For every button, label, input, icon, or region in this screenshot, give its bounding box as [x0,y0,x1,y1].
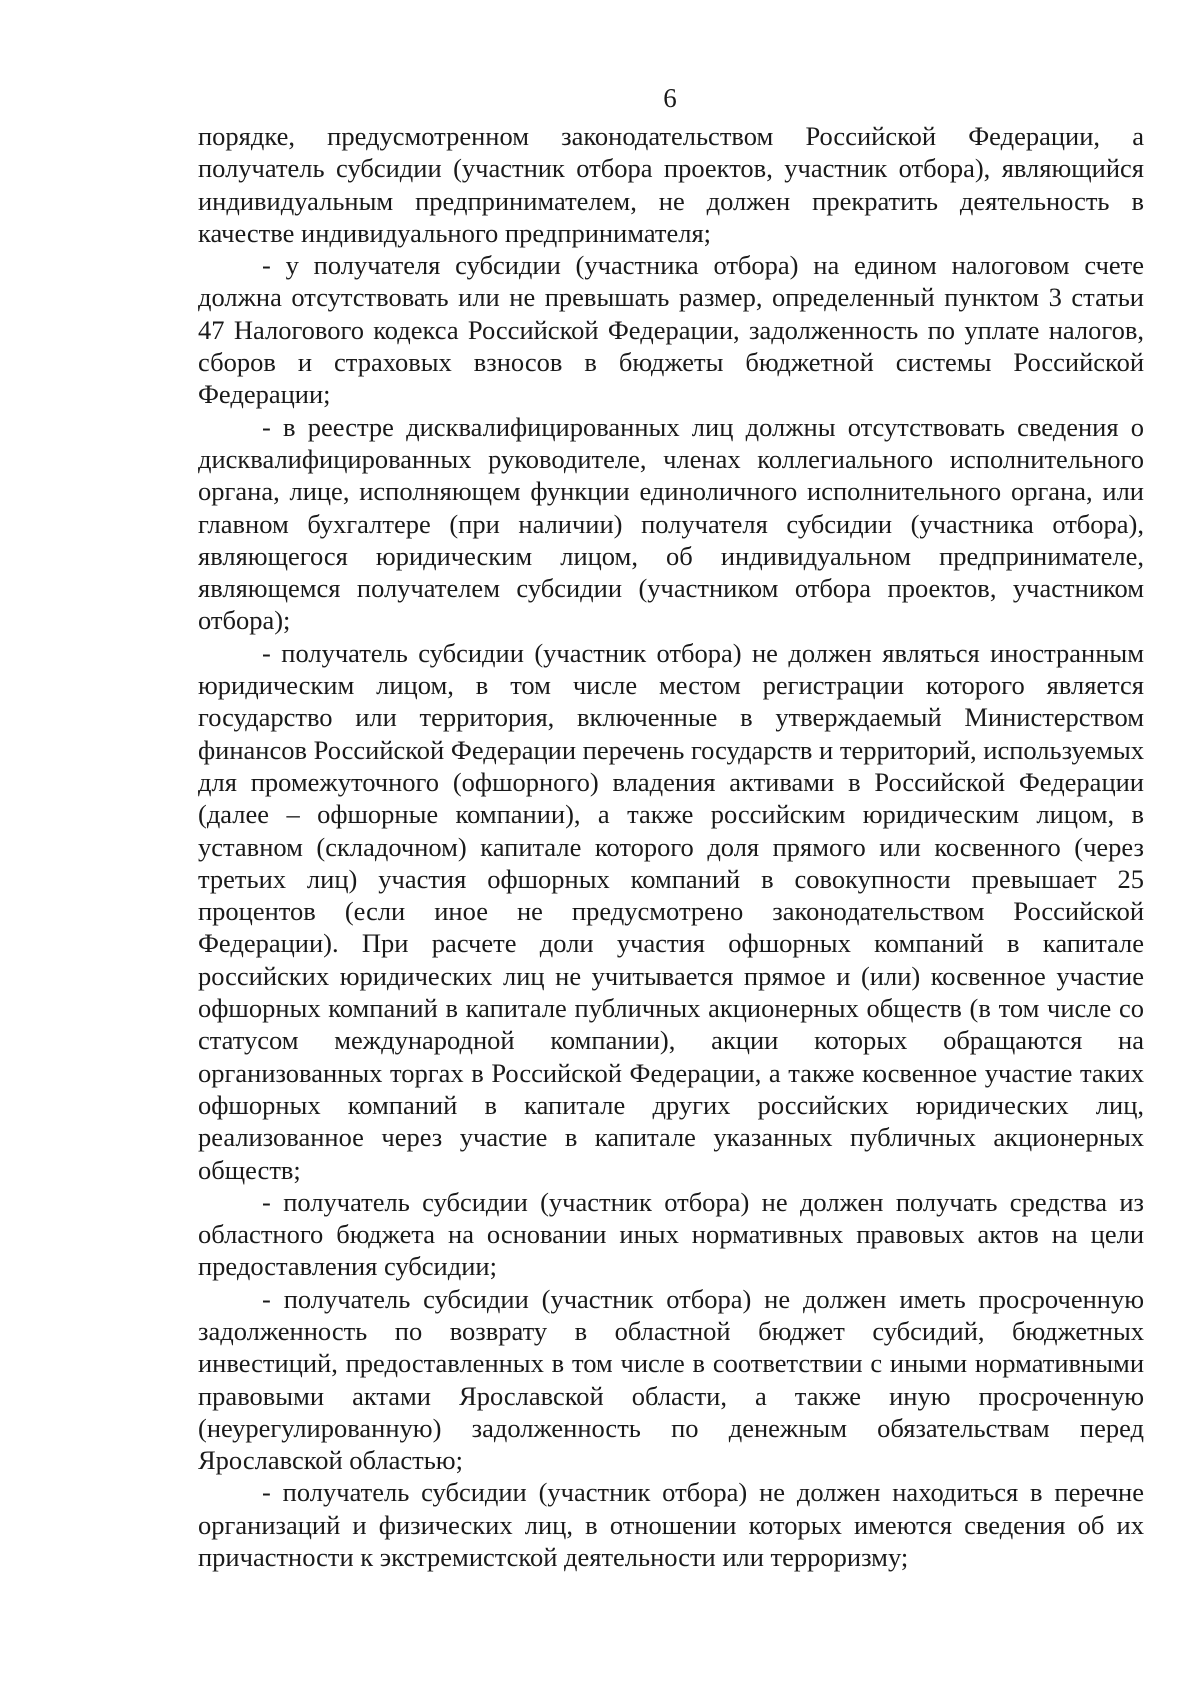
page-number: 6 [663,83,677,113]
document-body [198,120,1144,1573]
paragraph-continuation: порядке, предусмотренном законодательством Российской Федерации, а получатель субсидии (участник отбора проектов, участник отбора), являющийся индивидуальным предпринимателем, не должен прекратить деятельность в качестве индивидуального предпринимателя; [198,121,1144,248]
paragraph-overdue-debt: - получатель субсидии (участник отбора) не должен иметь просроченную задолженность по возврату в областной бюджет субсидий, бюджетных инвестиций, предоставленных в том числе в соответствии с иными нормативными правовыми актами Ярославской области, а также иную просроченную (неурегулированную) задолженность по денежным обязательствам перед Ярославской областью; [198,1283,1144,1476]
paragraph-extremism-list: - получатель субсидии (участник отбора) не должен находиться в перечне организаций и физических лиц, в отношении которых имеются сведения об их причастности к экстремистской деятельности или терроризму; [198,1477,1144,1573]
paragraph-offshore-companies: - получатель субсидии (участник отбора) не должен являться иностранным юридическим лицом, в том числе местом регистрации которого является государство или территория, включенные в утверждаемый Министерством финансов Российской Федерации перечень государств и территорий, используемых для промежуточного (офшорного) владения активами в Российской Федерации (далее – офшорные компании), а также российским юридическим лицом, в уставном (складочном) капитале которого доля прямого или косвенного (через третьих лиц) участия офшорных компаний в совокупности превышает 25 процентов (если иное не предусмотрено законодательством Российской Федерации). При расчете доли участия офшорных компаний в капитале российских юридических лиц не учитывается прямое и (или) косвенное участие офшорных компаний в капитале публичных акционерных обществ (в том числе со статусом международной компании), акции которых обращаются на организованных торгах в Российской Федерации, а также косвенное участие таких офшорных компаний в капитале других российских юридических лиц, реализованное через участие в капитале указанных публичных акционерных обществ; [198,637,1144,1185]
paragraph-other-funds: - получатель субсидии (участник отбора) не должен получать средства из областного бюджета на основании иных нормативных правовых актов на цели предоставления субсидии; [198,1186,1144,1282]
paragraph-tax-debt: - у получателя субсидии (участника отбора) на едином налоговом счете должна отсутствовать или не превышать размер, определенный пунктом 3 статьи 47 Налогового кодекса Российской Федерации, задолженность по уплате налогов, сборов и страховых взносов в бюджеты бюджетной системы Российской Федерации; [198,250,1144,410]
paragraph-disqualified-persons: - в реестре дисквалифицированных лиц должны отсутствовать сведения о дисквалифицированных руководителе, членах коллегиального исполнительного органа, лице, исполняющем функции единоличного исполнительного органа, или главном бухгалтере (при наличии) получателя субсидии (участника отбора), являющегося юридическим лицом, об индивидуальном предпринимателе, являющемся получателем субсидии (участником отбора проектов, участником отбора); [198,411,1144,636]
